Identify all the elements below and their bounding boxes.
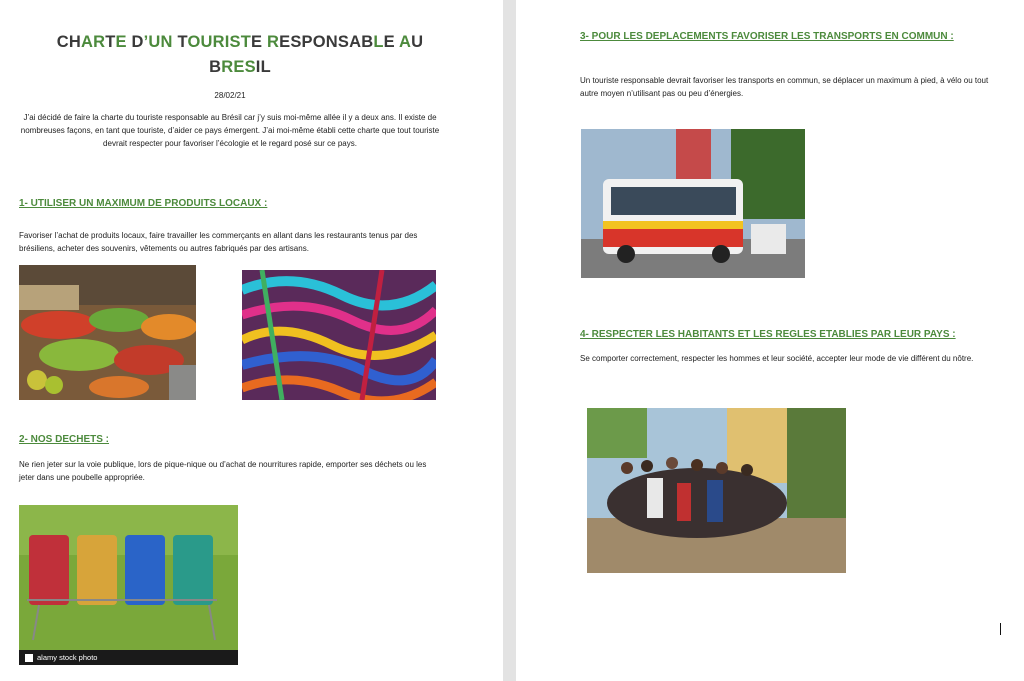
title-segment: CH	[56, 33, 81, 51]
alamy-logo-icon	[25, 654, 33, 662]
section2-heading: 2- NOS DECHETS :	[19, 434, 110, 445]
bracelets-photo	[242, 270, 436, 400]
title-segment: AR	[81, 33, 106, 51]
title-segment: E	[383, 33, 399, 51]
title-segment: IL	[255, 58, 271, 76]
title-segment: T	[105, 33, 116, 51]
market-produce-photo	[19, 265, 196, 400]
title-segment: A	[398, 33, 412, 51]
document-title-line2	[20, 56, 460, 78]
section3-heading: 3- POUR LES DEPLACEMENTS FAVORISER LES TRANSPORTS EN COMMUN :	[580, 31, 954, 42]
title-segment: B	[209, 58, 222, 76]
section2-text: Ne rien jeter sur la voie publique, lors de pique-nique ou d’achat de nourritures rapide, emporter ses déchets ou les jeter dans une poubelle appropriée.	[19, 460, 427, 482]
document-date: 28/02/21	[214, 91, 246, 100]
text-cursor	[1000, 623, 1001, 635]
title-segment: E	[115, 33, 132, 51]
page-gutter	[503, 0, 516, 681]
title-segment: OURIST	[187, 33, 251, 51]
title-segment: E	[250, 33, 267, 51]
title-segment: RES	[221, 58, 256, 76]
photo-caption: alamy stock photo	[19, 650, 238, 665]
recycling-bins-photo	[19, 505, 238, 665]
section4-text: Se comporter correctement, respecter les hommes et leur société, accepter leur mode de vie différent du nôtre.	[580, 354, 974, 363]
section1-heading: 1- UTILISER UN MAXIMUM DE PRODUITS LOCAUX :	[19, 198, 268, 209]
title-segment: ’UN	[143, 33, 178, 51]
title-segment: ESPONSAB	[279, 33, 374, 51]
title-segment: L	[373, 33, 384, 51]
section3-text: Un touriste responsable devrait favoriser les transports en commun, se déplacer un maximum à pied, à vélo ou tout autre moyen n’utilisant pas ou peu d’énergies.	[580, 76, 989, 98]
document-page-right	[516, 0, 1024, 681]
city-bus-photo	[581, 129, 805, 278]
document-title-line1	[20, 31, 460, 53]
title-segment: T	[177, 33, 188, 51]
title-segment: D	[131, 33, 144, 51]
intro-paragraph: J’ai décidé de faire la charte du touriste responsable au Brésil car j’y suis moi-même allée il y a deux ans. Il existe de nombreuses façons, en tant que touriste, d’aider ce pays émergent. J’ai moi-même établi cette charte que tout touriste devrait respecter pour favoriser l’écologie et le regard posé sur ce pays.	[20, 113, 440, 148]
section4-heading: 4- RESPECTER LES HABITANTS ET LES REGLES ETABLIES PAR LEUR PAYS :	[580, 329, 956, 340]
title-segment: U	[411, 33, 424, 51]
title-segment: R	[266, 33, 280, 51]
crowd-photo	[587, 408, 846, 573]
document-page-left	[0, 0, 503, 681]
section1-text: Favoriser l’achat de produits locaux, faire travailler les commerçants en allant dans les restaurants tenus par des brésiliens, acheter des souvenirs, vêtements ou autres fabriqués par des artisans.	[19, 231, 418, 253]
